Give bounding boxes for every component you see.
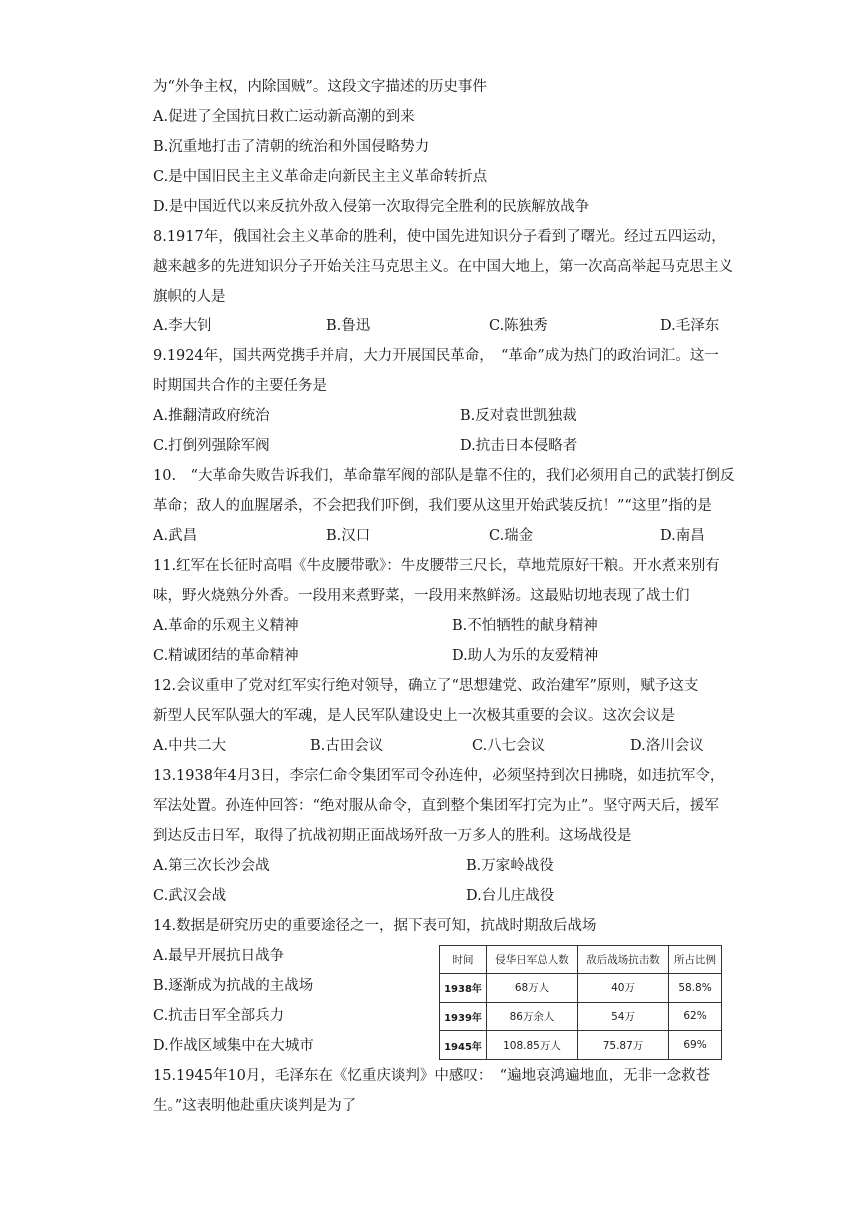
question-13-stem: 13.1938年4月3日，李宗仁命令集团军司令孙连仲，必须坚持到次日拂晓，如违抗军令， — [153, 768, 725, 784]
table-row — [440, 1002, 722, 1031]
question-12-stem: 新型人民军队强大的军魂，是人民军队建设史上一次极其重要的会议。这次会议是 — [153, 708, 675, 724]
question-14-option-b: B.逐渐成为抗战的主战场 — [153, 978, 314, 994]
question-13-stem: 军法处置。孙连仲回答：“绝对服从命令，直到整个集团军打完为止”。坚守两天后，援军 — [153, 798, 719, 814]
question-13-option-b: B.万家岭战役 — [466, 858, 554, 874]
table-cell: 86万余人 — [487, 1002, 578, 1031]
question-14-option-a: A.最早开展抗日战争 — [153, 948, 285, 964]
question-11-option-d: D.助人为乐的友爱精神 — [452, 648, 599, 664]
question-13-stem: 到达反击日军，取得了抗战初期正面战场歼敌一万多人的胜利。这场战役是 — [153, 828, 632, 844]
question-8-option-d: D.毛泽东 — [660, 318, 720, 334]
question-10-option-c: C.瑞金 — [489, 528, 534, 544]
question-7-option-b: B.沉重地打击了清朝的统治和外国侵略势力 — [153, 139, 430, 155]
question-13-option-d: D.台儿庄战役 — [466, 888, 555, 904]
table-cell: 69% — [669, 1031, 722, 1060]
table-row — [440, 974, 722, 1003]
question-9-option-d: D.抗击日本侵略者 — [460, 438, 578, 454]
question-13-option-a: A.第三次长沙会战 — [153, 858, 270, 874]
question-12-option-c: C.八七会议 — [472, 738, 546, 754]
table-cell: 40万 — [578, 974, 669, 1003]
question-8-stem: 越来越多的先进知识分子开始关注马克思主义。在中国大地上，第一次高高举起马克思主义 — [153, 259, 733, 275]
question-7-option-c: C.是中国旧民主主义革命走向新民主主义革命转折点 — [153, 169, 488, 185]
question-10-stem: 10. “大革命失败告诉我们，革命靠军阀的部队是靠不住的，我们必须用自己的武装打倒反 — [153, 468, 735, 484]
question-10-option-b: B.汉口 — [326, 528, 371, 544]
table-header-cell: 侵华日军总人数 — [487, 946, 578, 974]
table-cell: 108.85万人 — [487, 1031, 578, 1060]
table-header-row — [440, 946, 722, 974]
table-header-cell: 时间 — [440, 946, 487, 974]
question-14-option-d: D.作战区域集中在大城市 — [153, 1038, 314, 1054]
question-15-stem: 生。”这表明他赴重庆谈判是为了 — [153, 1098, 357, 1114]
question-8-option-a: A.李大钊 — [153, 318, 212, 334]
question-9-stem: 时期国共合作的主要任务是 — [153, 378, 327, 394]
question-14-stem: 14.数据是研究历史的重要途径之一，据下表可知，抗战时期敌后战场 — [153, 918, 597, 934]
question-8-option-b: B.鲁迅 — [326, 318, 371, 334]
question-11-stem: 11.红军在长征时高唱《牛皮腰带歌》：牛皮腰带三尺长，草地荒原好干粮。开水煮来别有 — [153, 558, 720, 574]
question-15-stem: 15.1945年10月，毛泽东在《忆重庆谈判》中感叹： “遍地哀鸿遍地血，无非一念救苍 — [153, 1068, 711, 1084]
table-cell: 68万人 — [487, 974, 578, 1003]
question-9-option-a: A.推翻清政府统治 — [153, 408, 270, 424]
table-cell: 54万 — [578, 1002, 669, 1031]
table-cell: 1938年 — [440, 974, 487, 1003]
question-7-stem-end: 为“外争主权，内除国贼”。这段文字描述的历史事件 — [153, 79, 487, 95]
table-cell: 62% — [669, 1002, 722, 1031]
table-header-cell: 敌后战场抗击数 — [578, 946, 669, 974]
question-9-option-b: B.反对袁世凯独裁 — [460, 408, 577, 424]
question-12-option-a: A.中共二大 — [153, 738, 227, 754]
table-cell: 75.87万 — [578, 1031, 669, 1060]
table-cell: 1945年 — [440, 1031, 487, 1060]
question-9-stem: 9.1924年，国共两党携手并肩，大力开展国民革命， “革命”成为热门的政治词汇。这一 — [153, 348, 719, 364]
question-9-option-c: C.打倒列强除军阀 — [153, 438, 270, 454]
question-12-option-d: D.洛川会议 — [630, 738, 704, 754]
question-12-stem: 12.会议重申了党对红军实行绝对领导，确立了“思想建党、政治建军”原则，赋予这支 — [153, 678, 699, 694]
question-10-option-a: A.武昌 — [153, 528, 198, 544]
table-row — [440, 1031, 722, 1060]
question-10-stem: 革命；敌人的血腥屠杀，不会把我们吓倒，我们要从这里开始武装反抗！”“这里”指的是 — [153, 498, 712, 514]
question-11-stem: 味，野火烧熟分外香。一段用来煮野菜，一段用来熬鲜汤。这最贴切地表现了战士们 — [153, 588, 690, 604]
question-10-option-d: D.南昌 — [660, 528, 705, 544]
question-14-option-c: C.抗击日军全部兵力 — [153, 1008, 285, 1024]
question-12-option-b: B.古田会议 — [310, 738, 384, 754]
question-8-option-c: C.陈独秀 — [489, 318, 548, 334]
table-cell: 1939年 — [440, 1002, 487, 1031]
data-table — [439, 945, 722, 1060]
question-8-stem: 旗帜的人是 — [153, 289, 226, 305]
question-13-option-c: C.武汉会战 — [153, 888, 227, 904]
question-11-option-c: C.精诚团结的革命精神 — [153, 648, 299, 664]
question-7-option-d: D.是中国近代以来反抗外敌入侵第一次取得完全胜利的民族解放战争 — [153, 199, 590, 215]
question-11-option-a: A.革命的乐观主义精神 — [153, 618, 299, 634]
question-11-option-b: B.不怕牺牲的献身精神 — [452, 618, 598, 634]
table-header-cell: 所占比例 — [669, 946, 722, 974]
question-8-stem: 8.1917年，俄国社会主义革命的胜利，使中国先进知识分子看到了曙光。经过五四运动， — [153, 229, 726, 245]
question-7-option-a: A.促进了全国抗日救亡运动新高潮的到来 — [153, 109, 415, 125]
table-cell: 58.8% — [669, 974, 722, 1003]
